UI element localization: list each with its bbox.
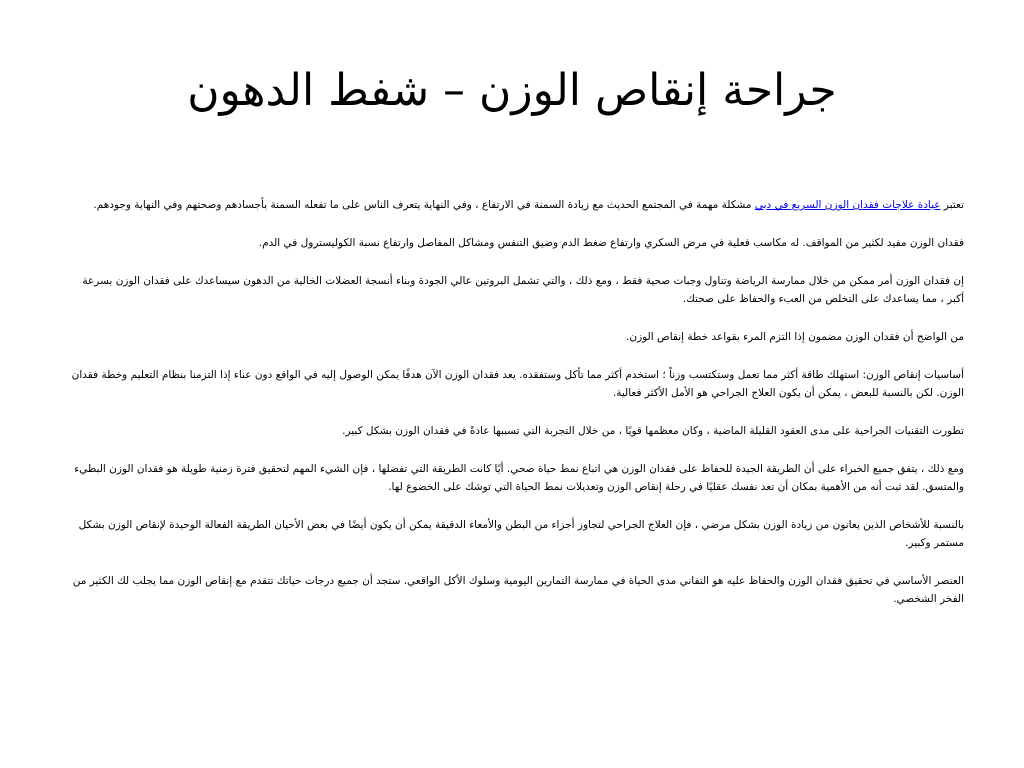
paragraph-3: إن فقدان الوزن أمر ممكن من خلال ممارسة الرياضة وتناول وجبات صحية فقط ، ومع ذلك ، والتي تشمل البروتين عالي الجودة وبناء أنسجة العضلات الخالية من الدهون سيساعدك على فقدان الوزن بسرعة أكبر ، مما يساعدك على التخلص من العبء والحفاظ على صحتك. [82,275,964,305]
paragraph-8: بالنسبة للأشخاص الذين يعانون من زيادة الوزن بشكل مرضي ، فإن العلاج الجراحي لتجاوز أجزاء من البطن والأمعاء الدقيقة يمكن أن يكون أيضًا في بعض الأحيان الطريقة الفعالة الوحيدة لإنقاص الوزن بشكل مستمر وكبير. [78,519,964,549]
paragraph-1-before: تعتبر [940,199,964,211]
paragraph-6: تطورت التقنيات الجراحية على مدى العقود القليلة الماضية ، وكان معظمها قويًا ، من خلال التجربة التي تسببها عادةً في فقدان الوزن بشكل كبير. [342,425,964,437]
paragraph-1 [68,196,964,214]
paragraph-9: العنصر الأساسي في تحقيق فقدان الوزن والحفاظ عليه هو التفاني مدى الحياة في ممارسة التمارين اليومية وسلوك الأكل الواقعي. ستجد أن جميع درجات حياتك تتقدم مع إنقاص الوزن مما يجلب لك الكثير من الفخر الشخصي. [72,575,964,605]
paragraph-4: من الواضح أن فقدان الوزن مضمون إذا التزم المرء بقواعد خطة إنقاص الوزن. [626,331,964,343]
paragraph-7: ومع ذلك ، يتفق جميع الخبراء على أن الطريقة الجيدة للحفاظ على فقدان الوزن هي اتباع نمط حياة صحي. أيًا كانت الطريقة التي تفضلها ، فإن الشيء المهم لتحقيق فترة زمنية طويلة هو فقدان الوزن البطيء والمتسق. لقد ثبت أنه من الأهمية بمكان أن تعد نفسك عقليًا في رحلة إنقاص الوزن وتعديلات نمط الحياة التي توشك على الخضوع لها. [74,463,964,493]
paragraph-5: أساسيات إنقاص الوزن: استهلك طاقة أكثر مما تعمل وستكتسب وزناً ؛ استخدم أكثر مما تأكل وستفقده. يعد فقدان الوزن الآن هدفًا يمكن الوصول إليه في الواقع دون عناء إذا التزمنا بنظام التعليم وخطة فقدان الوزن. لكن بالنسبة للبعض ، يمكن أن يكون العلاج الجراحي هو الأمل الأكثر فعالية. [71,369,964,399]
paragraph-1-after: مشكلة مهمة في المجتمع الحديث مع زيادة السمنة في الارتفاع ، وفي النهاية يتعرف الناس على ما تفعله السمنة بأجسادهم وصحتهم وفي النهاية وجودهم. [93,199,755,211]
weight-loss-clinic-link[interactable]: عيادة علاجات فقدان الوزن السريع في دبي [754,199,941,211]
slide-body [68,196,964,628]
page-title: جراحة إنقاص الوزن – شفط الدهون [187,65,837,116]
paragraph-2: فقدان الوزن مفيد لكثير من المواقف. له مكاسب فعلية في مرض السكري وارتفاع ضغط الدم وضيق التنفس ومشاكل المفاصل وارتفاع نسبة الكوليسترول في الدم. [258,237,964,249]
